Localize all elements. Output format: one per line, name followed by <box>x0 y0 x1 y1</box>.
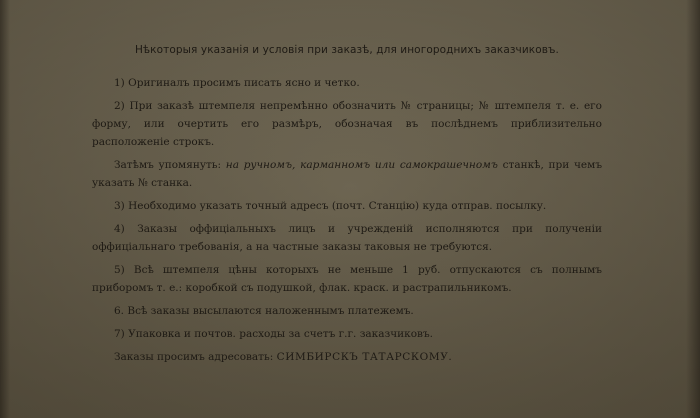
item-2-note-post: станкѣ, при чемъ указать № станка. <box>92 159 602 189</box>
address-value: СИМБИРСКЪ ТАТАРСКОМУ. <box>276 351 453 363</box>
item-6: 6. Всѣ заказы высылаются наложеннымъ платежемъ. <box>114 305 414 317</box>
item-5: 5) Всѣ штемпеля цѣны которыхъ не меньше 1 руб. отпускаются съ полнымъ приборомъ т. е.: коробкой съ подушкой, флак. краск. и растрапильникомъ. <box>92 264 602 294</box>
item-1: 1) Оригиналъ просимъ писать ясно и четко. <box>114 77 360 89</box>
document-content <box>92 44 602 371</box>
item-2: 2) При заказѣ штемпеля непремѣнно обозначить № страницы; № штемпеля т. е. его форму, или очертить его размѣръ, обозначая въ послѣднемъ приблизительно расположеніе строкъ. <box>92 100 602 148</box>
item-2-note-pre: Затѣмъ упомянуть: <box>114 159 226 171</box>
page-edge-right <box>686 0 700 418</box>
page-edge-left <box>0 0 10 418</box>
item-3: 3) Необходимо указать точный адресъ (почт. Станцію) куда отправ. посылку. <box>114 200 547 212</box>
document-title: Нѣкоторыя указанія и условія при заказѣ, для иногороднихъ заказчиковъ. <box>135 44 559 56</box>
item-2-note <box>92 156 602 192</box>
address-label: Заказы просимъ адресовать: <box>114 351 277 363</box>
item-7: 7) Упаковка и почтов. расходы за счетъ г.г. заказчиковъ. <box>114 328 433 340</box>
item-4: 4) Заказы оффиціальныхъ лицъ и учрежденій исполняются при полученіи оффиціальнаго требованія, а на частные заказы таковыя не требуются. <box>92 223 602 253</box>
address-line <box>92 348 602 366</box>
item-2-note-italic: на ручномъ, карманномъ или самокрашечномъ <box>225 159 498 171</box>
